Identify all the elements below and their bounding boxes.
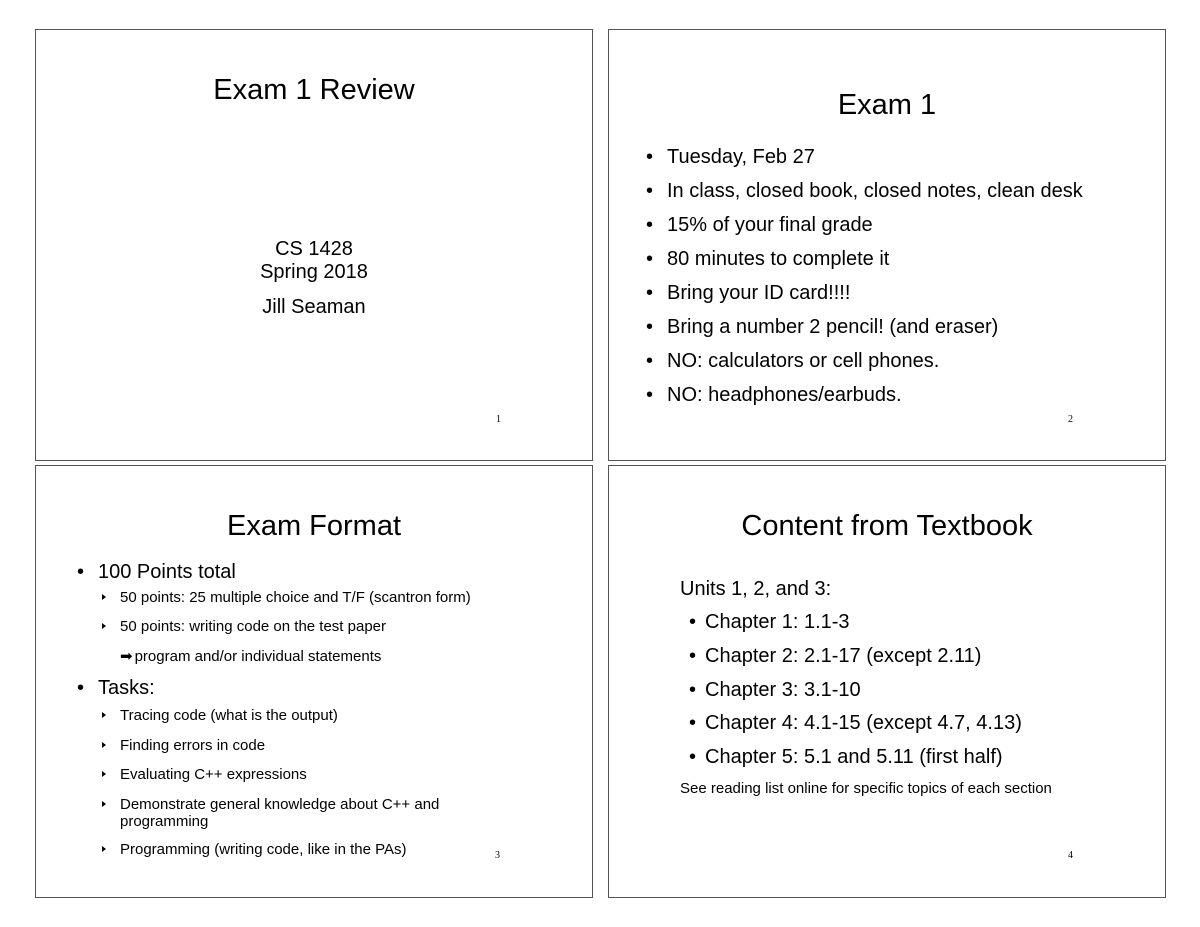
bullet-icon: • [646, 384, 654, 406]
list-subitem: 50 points: 25 multiple choice and T/F (scantron form) [120, 589, 578, 618]
list-item: • Chapter 1: 1.1-3 [689, 611, 850, 633]
bullet-icon: • [689, 679, 697, 701]
list-item: • Chapter 5: 5.1 and 5.11 (first half) [689, 746, 1003, 768]
slide-1 [35, 29, 593, 461]
list-item: • Tuesday, Feb 27 [646, 146, 815, 168]
triangle-bullet-icon [102, 712, 106, 718]
slide-1-title: Exam 1 Review [213, 74, 415, 106]
page-number: 1 [496, 414, 501, 425]
bullet-icon: • [646, 180, 654, 202]
slide-1-course-info [36, 238, 592, 319]
triangle-bullet-icon [102, 594, 106, 600]
units-heading: Units 1, 2, and 3: [680, 578, 832, 600]
bullet-icon: • [646, 248, 654, 270]
bullet-icon: • [77, 561, 85, 583]
list-item: • Bring your ID card!!!! [646, 282, 851, 304]
bullet-icon: • [689, 645, 697, 667]
bullet-icon: • [689, 746, 697, 768]
list-item: • NO: calculators or cell phones. [646, 350, 940, 372]
list-item: • NO: headphones/earbuds. [646, 384, 902, 406]
triangle-bullet-icon [102, 771, 106, 777]
course-code: CS 1428 [275, 238, 353, 260]
slide-2 [608, 29, 1166, 461]
list-item: • Bring a number 2 pencil! (and eraser) [646, 316, 999, 338]
bullet-icon: • [689, 611, 697, 633]
bullet-icon: • [77, 677, 85, 699]
page-number: 2 [1068, 414, 1073, 425]
list-item: • In class, closed book, closed notes, clean desk [646, 180, 1083, 202]
slide-2-title: Exam 1 [837, 89, 937, 121]
list-item: • Tasks: [77, 677, 155, 699]
triangle-bullet-icon [102, 801, 106, 807]
bullet-icon: • [646, 350, 654, 372]
triangle-bullet-icon [102, 623, 106, 629]
slide-2-bullet-list [646, 146, 1083, 418]
slide-4-title: Content from Textbook [741, 510, 1033, 542]
list-subitem: Evaluating C++ expressions [120, 766, 578, 788]
slide-3-title: Exam Format [226, 510, 402, 542]
slide-4 [608, 465, 1166, 898]
bullet-icon: • [689, 712, 697, 734]
triangle-bullet-icon [102, 846, 106, 852]
list-subitem: Finding errors in code [120, 737, 578, 766]
list-item: • 15% of your final grade [646, 214, 873, 236]
list-subitem: 50 points: writing code on the test paper [120, 618, 578, 647]
page-number: 3 [495, 850, 500, 861]
bullet-icon: • [646, 214, 654, 236]
list-item: • Chapter 3: 3.1-10 [689, 679, 861, 701]
bullet-icon: • [646, 316, 654, 338]
list-item: • 80 minutes to complete it [646, 248, 890, 270]
author-name: Jill Seaman [262, 296, 366, 318]
triangle-bullet-icon [102, 742, 106, 748]
slide-4-bullet-list [689, 611, 1022, 780]
slide-3 [35, 465, 593, 898]
arrow-bullet-icon: ➡ [120, 648, 133, 665]
list-subsubitem: ➡ program and/or individual statements [120, 648, 382, 665]
list-item: • 100 Points total [77, 561, 236, 583]
bullet-icon: • [646, 146, 654, 168]
list-item: • Chapter 2: 2.1-17 (except 2.11) [689, 645, 982, 667]
list-subitem: Programming (writing code, like in the PAs) [120, 841, 578, 858]
bullet-icon: • [646, 282, 654, 304]
slide-3-outline [77, 561, 578, 858]
page-number: 4 [1068, 850, 1073, 861]
list-subitem: Demonstrate general knowledge about C++ and programming [120, 796, 578, 830]
course-term: Spring 2018 [260, 261, 368, 283]
list-item: • Chapter 4: 4.1-15 (except 4.7, 4.13) [689, 712, 1022, 734]
list-subitem: Tracing code (what is the output) [120, 707, 578, 737]
reading-list-note: See reading list online for specific topics of each section [680, 780, 1052, 797]
